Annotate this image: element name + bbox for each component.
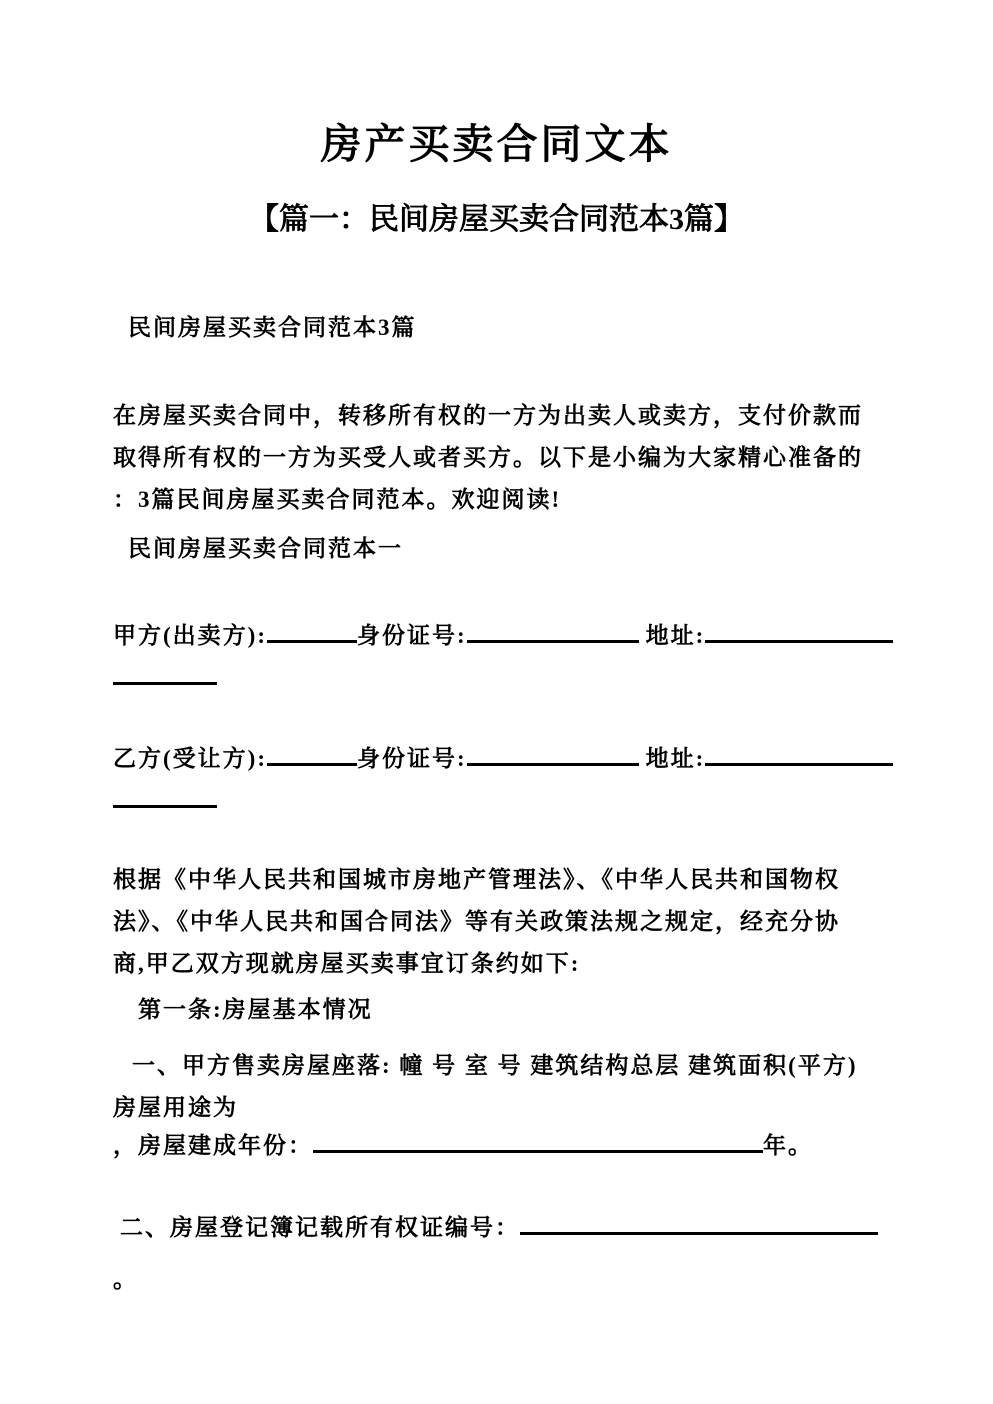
- party-a-id-label: 身份证号:: [356, 623, 467, 648]
- legal-line-2: 法》、《中华人民共和国合同法》等有关政策法规之规定，经充分协: [113, 909, 840, 934]
- party-a-continuation-line: [113, 660, 217, 696]
- party-b-continuation-line: [113, 783, 217, 819]
- section-one-heading: 【篇一：民间房屋买卖合同范本3篇】: [249, 203, 744, 236]
- intro-line-2: 取得所有权的一方为买受人或者买方。以下是小编为大家精心准备的: [113, 445, 863, 470]
- blank-underline: [313, 1149, 763, 1153]
- article-1-title: 第一条:房屋基本情况: [138, 997, 373, 1022]
- blank-underline: [267, 762, 357, 766]
- blank-underline: [705, 762, 893, 766]
- blank-underline: [267, 639, 357, 643]
- party-a-line: [113, 618, 893, 654]
- document-title: 房产买卖合同文本: [320, 121, 673, 167]
- built-year-label: ，房屋建成年份：: [113, 1133, 313, 1158]
- party-b-line: [113, 741, 893, 777]
- intro-heading: 民间房屋买卖合同范本3篇: [128, 315, 417, 340]
- clause-2-period: 。: [113, 1267, 138, 1292]
- blank-underline: [520, 1231, 878, 1235]
- sample-one-heading: 民间房屋买卖合同范本一: [128, 536, 403, 561]
- clause-2-label: 二、房屋登记簿记载所有权证编号：: [120, 1215, 520, 1240]
- blank-underline: [467, 639, 639, 643]
- legal-line-3: 商,甲乙双方现就房屋买卖事宜订条约如下:: [113, 951, 581, 976]
- intro-line-1: 在房屋买卖合同中，转移所有权的一方为出卖人或卖方，支付价款而: [113, 403, 863, 428]
- party-b-addr-label: 地址:: [645, 746, 706, 771]
- party-b-id-label: 身份证号:: [356, 746, 467, 771]
- built-year-suffix: 年。: [763, 1133, 813, 1158]
- party-a-addr-label: 地址:: [645, 623, 706, 648]
- legal-line-1: 根据《中华人民共和国城市房地产管理法》、《中华人民共和国物权: [113, 867, 840, 892]
- blank-underline: [113, 681, 217, 685]
- intro-line-3: ：3篇民间房屋买卖合同范本。欢迎阅读!: [113, 487, 562, 512]
- clause-1-line-1: 一、甲方售卖房屋座落: 幢 号 室 号 建筑结构总层 建筑面积(平方): [132, 1053, 858, 1078]
- party-b-name-label: 乙方(受让方):: [113, 746, 267, 771]
- blank-underline: [467, 762, 639, 766]
- clause-2-line: [120, 1210, 878, 1246]
- clause-1-line-2: 房屋用途为: [113, 1095, 238, 1120]
- blank-underline: [705, 639, 893, 643]
- blank-underline: [113, 804, 217, 808]
- built-year-line: [113, 1128, 813, 1164]
- party-a-name-label: 甲方(出卖方):: [113, 623, 267, 648]
